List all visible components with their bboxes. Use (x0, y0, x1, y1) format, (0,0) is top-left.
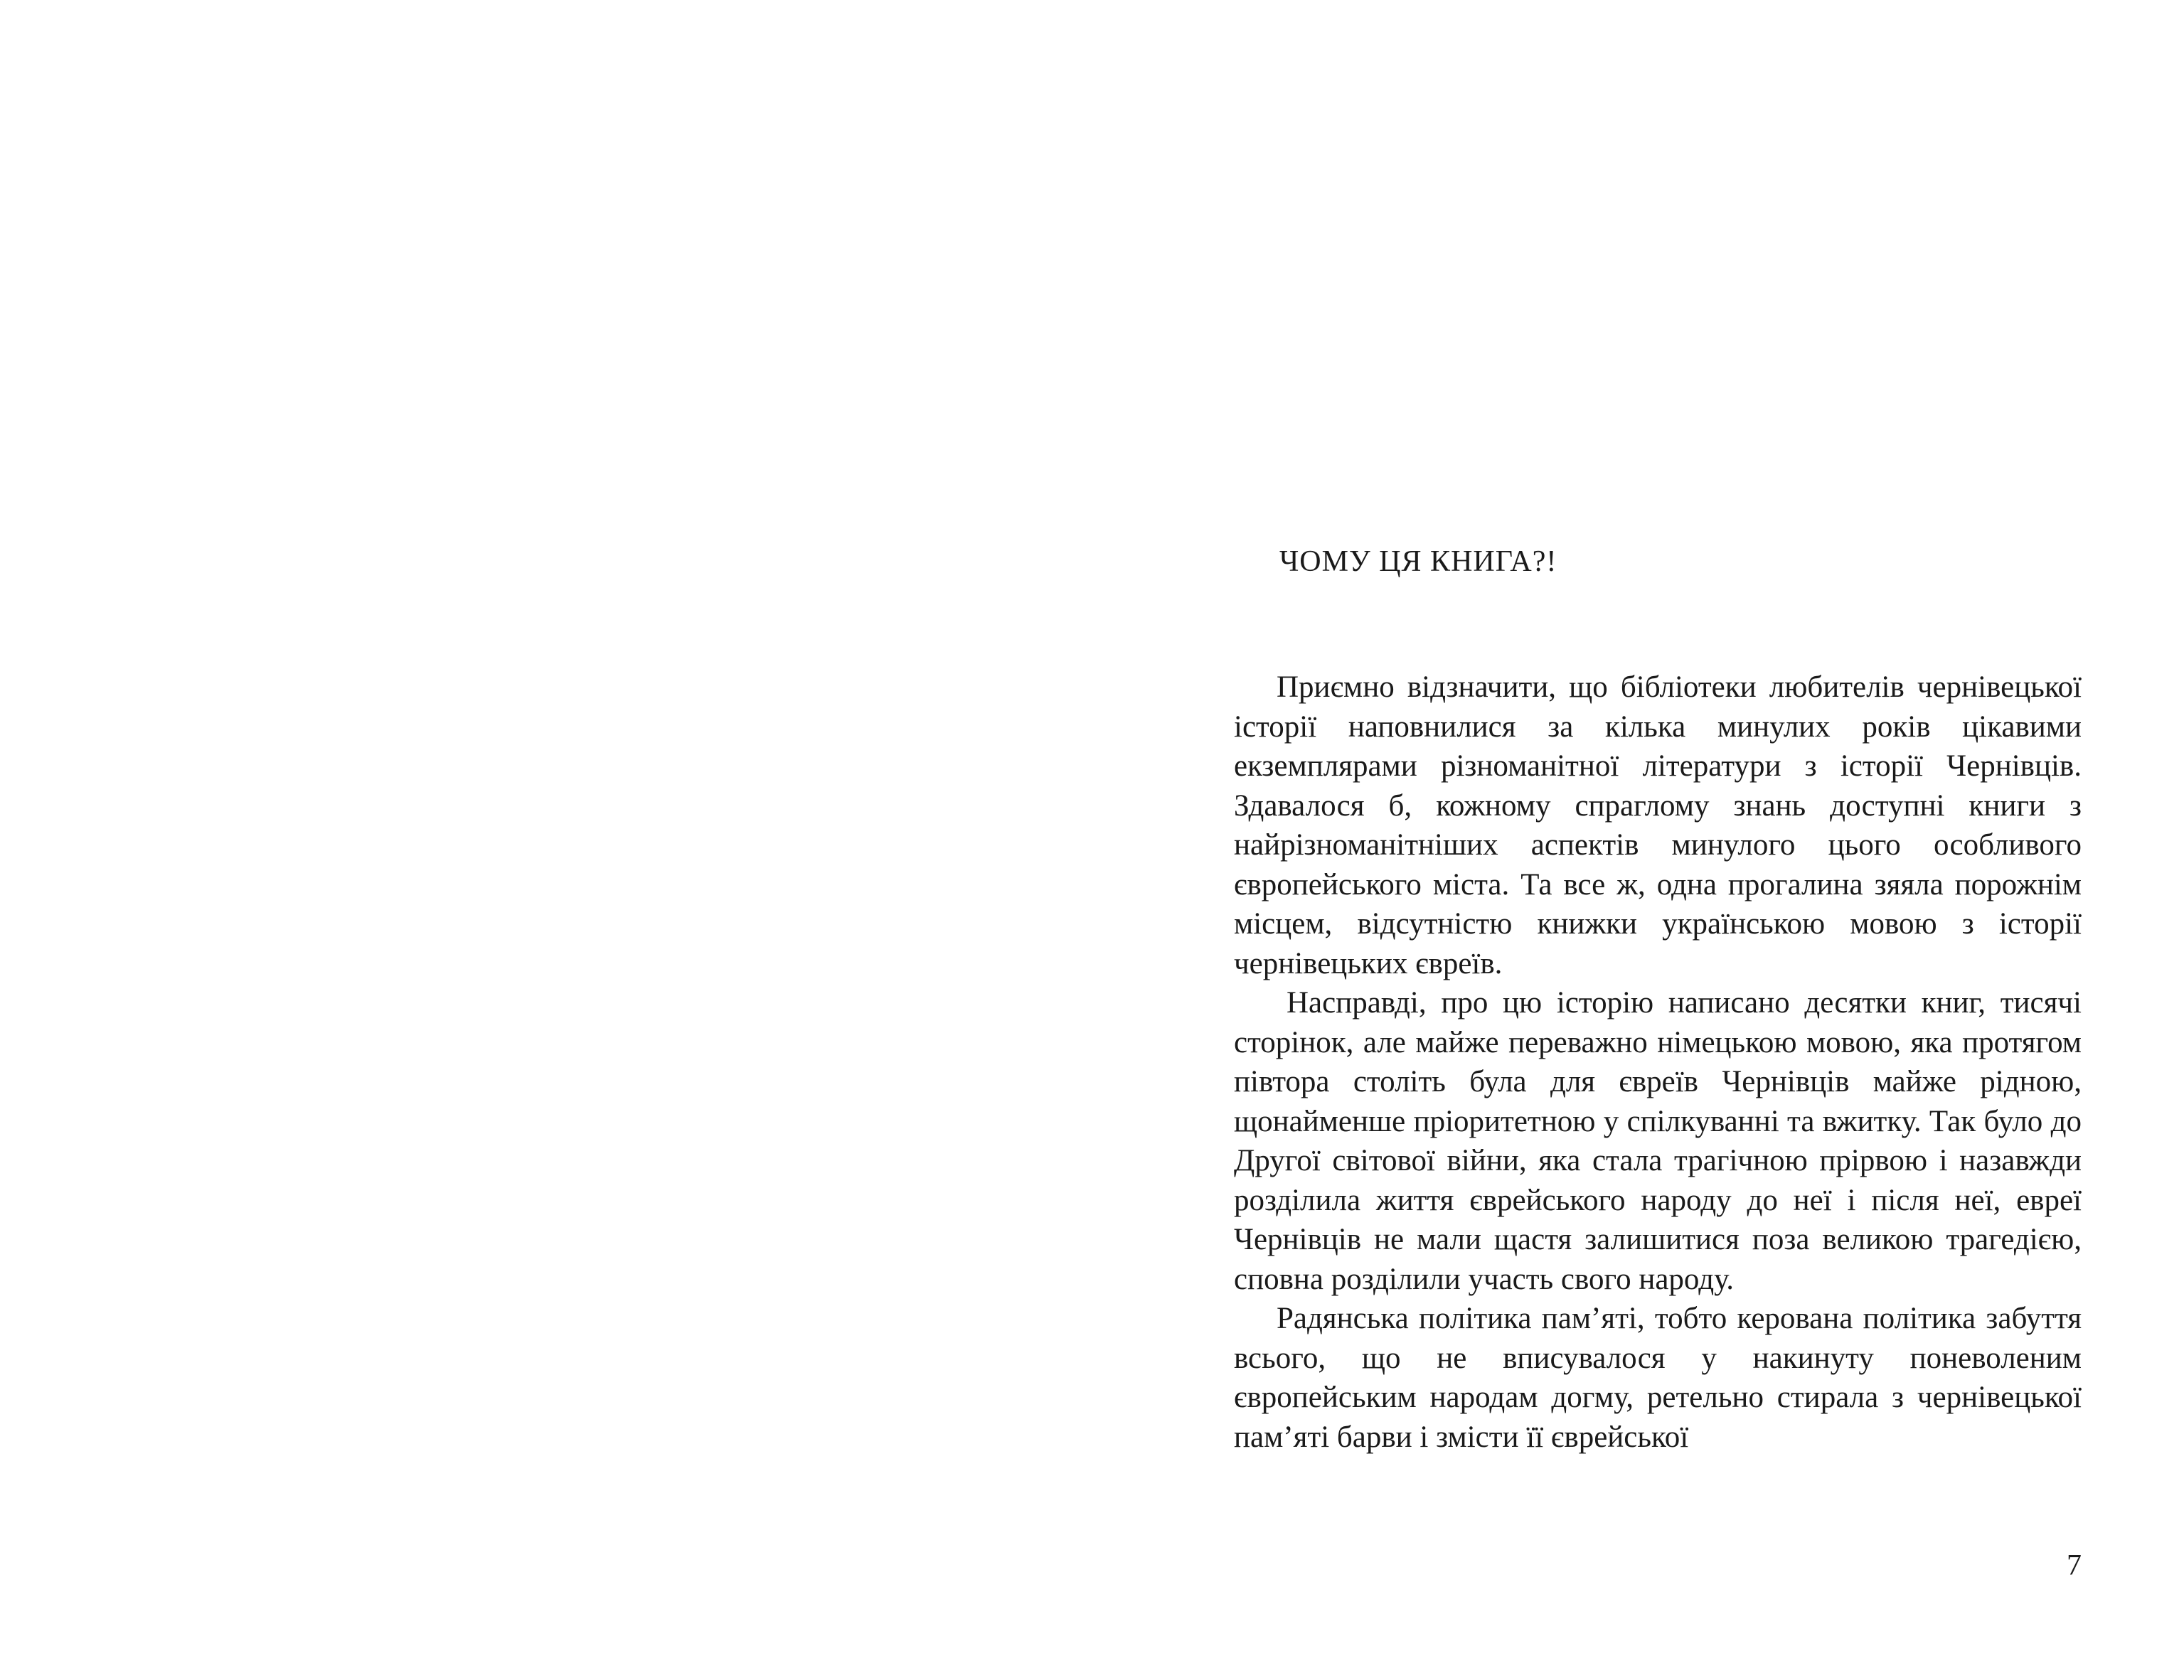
body-text (1234, 668, 2082, 1457)
page-number: 7 (2067, 1549, 2082, 1582)
right-page (1092, 0, 2184, 1680)
paragraph-2: Насправді, про цю історію написано десятки книг, тисячі сторінок, але майже переважно німецькою мовою, яка протягом півтора століть була для євреїв Чернівців майже рідною, щонайменше пріоритетною у спілкуванні та вжитку. Так було до Другої світової війни, яка стала трагічною прірвою і назавжди розділила життя єврейського народу до неї і після неї, евреї Чернівців не мали щастя залишитися поза великою трагедією, сповна розділили участь свого народу. (1234, 986, 2082, 1296)
paragraph-1: Приємно відзначити, що бібліотеки любителів чернівецької історії наповнилися за кілька минулих років цікавими екземплярами різноманітної літератури з історії Чернівців. Здавалося б, кожному спраглому знань доступні книги з найрізноманітніших аспектів минулого цього особливого європейського міста. Та все ж, одна прогалина зяяла порожнім місцем, відсутністю книжки українською мовою з історії чернівецьких євреїв. (1234, 670, 2082, 980)
paragraph-3: Радянська політика пам’яті, тобто керована політика забуття всього, що не вписувалося у накинуту поневоленим європейським народам догму, ретельно стирала з чернівецької пам’яті барви і змісти її єврейської (1234, 1302, 2082, 1454)
chapter-title: ЧОМУ ЦЯ КНИГА?! (1279, 545, 1557, 578)
